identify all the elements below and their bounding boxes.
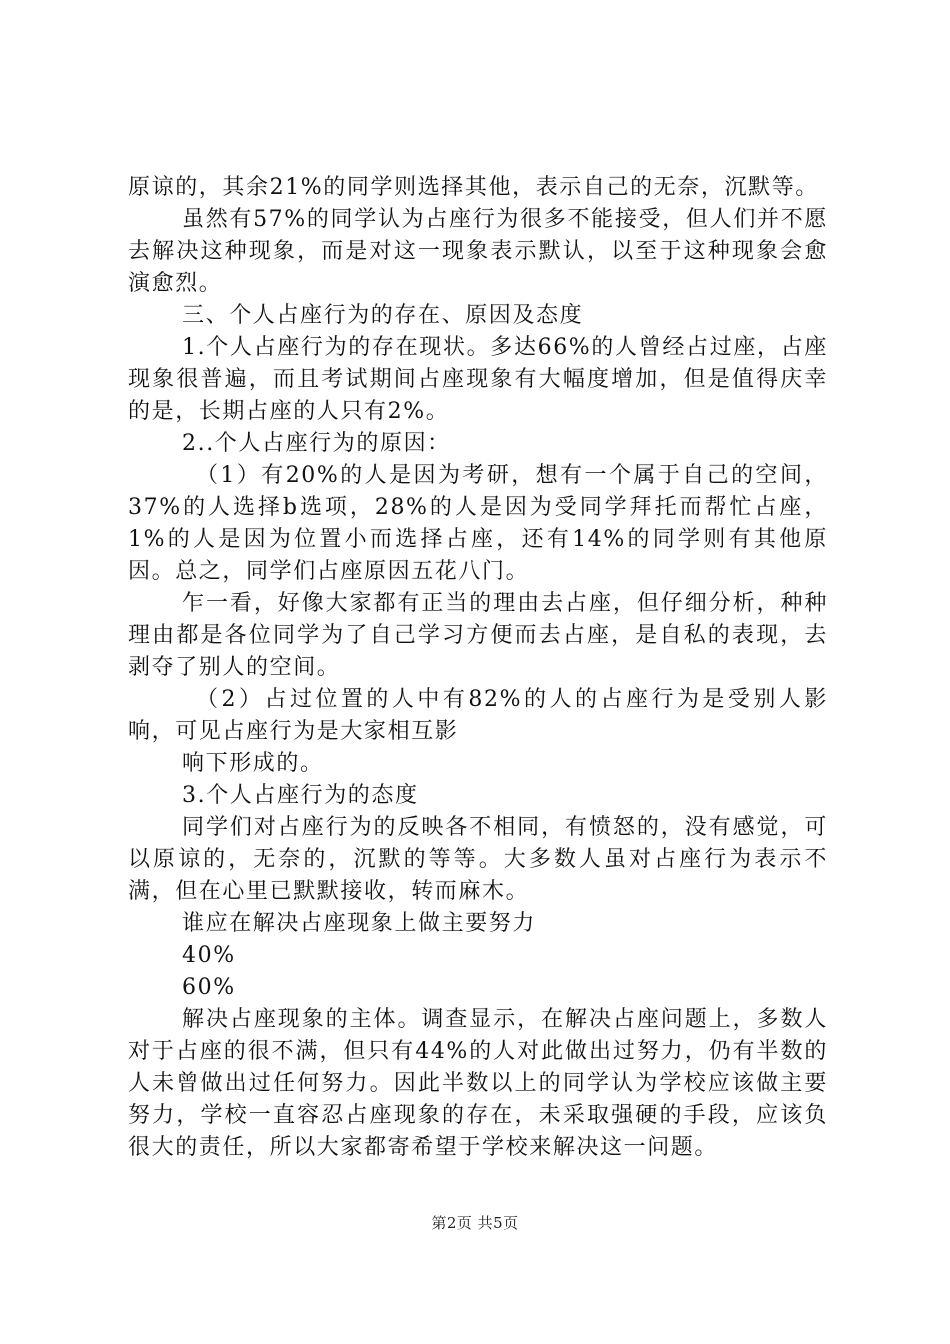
chart-caption: 谁应在解决占座现象上做主要努力	[182, 911, 537, 936]
paragraph-reasons-1: （1）有20%的人是因为考研，想有一个属于自己的空间，37%的人选择b选项，28%的人是因为受同学拜托而帮忙占座，1%的人是因为位置小而选择占座，还有14%的同学则有其他原因。总之，同学们占座原因五花八门。	[128, 463, 828, 584]
paragraph-reasons-2-tail: 响下形成的。	[182, 751, 324, 776]
section-heading-3: 三、个人占座行为的存在、原因及态度	[182, 303, 584, 328]
chart-value-40: 40%	[182, 943, 236, 968]
subheading-reasons: 2..个人占座行为的原因：	[182, 431, 451, 456]
document-body	[128, 172, 828, 1164]
subheading-attitude: 3.个人占座行为的态度	[182, 783, 419, 808]
paragraph-status: 1.个人占座行为的存在现状。多达66%的人曾经占过座，占座现象很普遍，而且考试期间占座现象有大幅度增加，但是值得庆幸的是，长期占座的人只有2%。	[128, 335, 828, 424]
chart-value-60: 60%	[182, 975, 236, 1000]
paragraph-analysis: 乍一看，好像大家都有正当的理由去占座，但仔细分析，种种理由都是各位同学为了自己学习方便而去占座，是自私的表现，去剥夺了别人的空间。	[128, 591, 828, 680]
paragraph-continued-survey-result: 原谅的，其余21%的同学则选择其他，表示自己的无奈，沉默等。	[128, 175, 819, 200]
paragraph-solution-subject: 解决占座现象的主体。调查显示，在解决占座问题上，多数人对于占座的很不满，但只有44%的人对此做出过努力，仍有半数的人未曾做出过任何努力。因此半数以上的同学认为学校应该做主要努力，学校一直容忍占座现象的存在，未采取强硬的手段，应该负很大的责任，所以大家都寄希望于学校来解决这一问题。	[128, 1007, 828, 1160]
paragraph-attitude: 同学们对占座行为的反映各不相同，有愤怒的，没有感觉，可以原谅的，无奈的，沉默的等等。大多数人虽对占座行为表示不满，但在心里已默默接收，转而麻木。	[128, 815, 828, 904]
paragraph-acceptance: 虽然有57%的同学认为占座行为很多不能接受，但人们并不愿去解决这种现象，而是对这一现象表示默认，以至于这种现象会愈演愈烈。	[128, 207, 828, 296]
page-footer: 第2页 共5页	[431, 1214, 519, 1232]
paragraph-reasons-2: （2）占过位置的人中有82%的人的占座行为是受别人影响，可见占座行为是大家相互影	[128, 687, 828, 744]
